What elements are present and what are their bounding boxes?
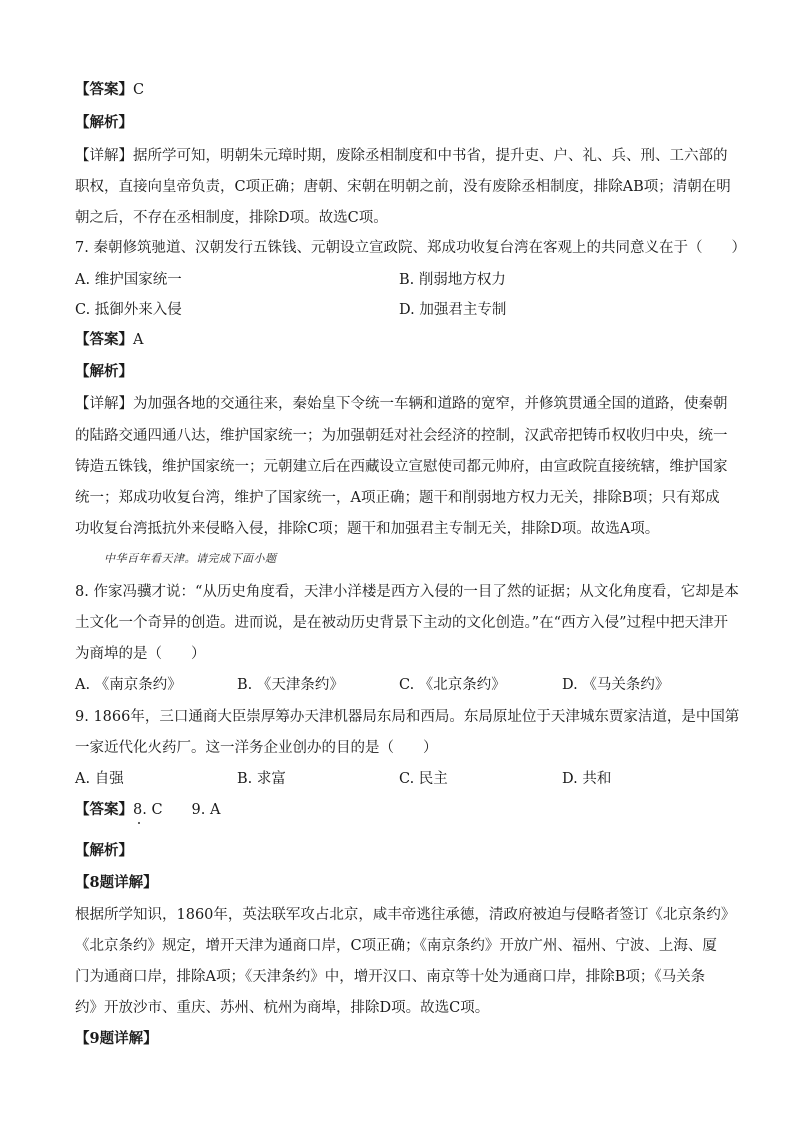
stray-dot: [138, 822, 140, 824]
q8-9-analysis-label: 【解析】: [75, 842, 133, 859]
answer-value: A: [133, 332, 144, 348]
q8-detail-line-3: 门为通商口岸，排除A项；《天津条约》中，增开汉口、南京等十处为通商口岸，排除B项；《马关条: [75, 969, 706, 985]
q8-option-a: A. 《南京条约》: [75, 677, 182, 693]
q8-detail-label: 【8题详解】: [75, 874, 158, 891]
q9-stem-line-2: 一家近代化火药厂。这一洋务企业创办的目的是（ ）: [75, 740, 438, 756]
q8-9-answer: [75, 800, 220, 820]
answer-value: C: [133, 82, 145, 98]
answer-label: 【答案】: [75, 801, 133, 818]
q7-detail-line-4: 统一；郑成功收复台湾，维护了国家统一，A项正确；题干和削弱地方权力无关，排除B项；只有郑成: [75, 490, 720, 506]
q8-option-b: B. 《天津条约》: [237, 677, 344, 693]
q8-detail-line-1: 根据所学知识，1860年，英法联军攻占北京，咸丰帝逃往承德，清政府被迫与侵略者签订《北京条约》: [75, 907, 736, 923]
q7-detail-line-2: 的陆路交通四通八达，维护国家统一；为加强朝廷对社会经济的控制，汉武帝把铸币权收归中央，统一: [75, 428, 728, 444]
q6-detail-line-3: 朝之后，不存在丞相制度，排除D项。故选C项。: [75, 210, 388, 226]
q7-option-b: B. 削弱地方权力: [399, 272, 506, 288]
q9-option-d: D. 共和: [562, 771, 612, 787]
q8-stem-line-1: 8. 作家冯骥才说：“从历史角度看，天津小洋楼是西方入侵的一目了然的证据；从文化角度看，它却是本: [75, 584, 739, 600]
answer-label: 【答案】: [75, 81, 133, 98]
q6-analysis-label: 【解析】: [75, 114, 133, 131]
q6-detail-line-1: 【详解】据所学可知，明朝朱元璋时期，废除丞相制度和中书省，提升吏、户、礼、兵、刑、工六部的: [75, 148, 728, 164]
q7-detail-line-5: 功收复台湾抵抗外来侵略入侵，排除C项；题干和加强君主专制无关，排除D项。故选A项。: [75, 521, 660, 537]
q9-option-c: C. 民主: [399, 771, 448, 787]
q7-analysis-label: 【解析】: [75, 363, 133, 380]
answer-label: 【答案】: [75, 331, 133, 348]
q8-detail-line-4: 约》开放沙市、重庆、苏州、杭州为商埠，排除D项。故选C项。: [75, 1000, 490, 1016]
q9-option-b: B. 求富: [237, 771, 286, 787]
q8-option-c: C. 《北京条约》: [399, 677, 506, 693]
q7-stem: 7. 秦朝修筑驰道、汉朝发行五铢钱、元朝设立宣政院、郑成功收复台湾在客观上的共同意义在于（ ）: [75, 240, 746, 256]
q8-stem-line-3: 为商埠的是（ ）: [75, 646, 206, 662]
q9-detail-label: 【9题详解】: [75, 1030, 158, 1047]
q9-stem-line-1: 9. 1866年，三口通商大臣崇厚筹办天津机器局东局和西局。东局原址位于天津城东贾家洁道，是中国第: [75, 709, 740, 725]
q7-option-a: A. 维护国家统一: [75, 272, 182, 288]
q8-stem-line-2: 土文化一个奇异的创造。进而说，是在被动历史背景下主动的文化创造。”在“西方入侵”过程中把天津开: [75, 615, 728, 631]
q7-option-d: D. 加强君主专制: [399, 302, 507, 318]
q6-detail-line-2: 职权，直接向皇帝负责，C项正确；唐朝、宋朝在明朝之前，没有废除丞相制度，排除AB项；清朝在明: [75, 179, 731, 195]
q9-option-a: A. 自强: [75, 771, 124, 787]
answer-value: 8. C 9. A: [133, 802, 221, 818]
q7-detail-line-3: 铸造五铢钱，维护国家统一；元朝建立后在西藏设立宣慰使司都元帅府，由宣政院直接统辖，维护国家: [75, 459, 728, 475]
q7-answer: [75, 330, 143, 350]
q8-detail-line-2: 《北京条约》规定，增开天津为通商口岸，C项正确；《南京条约》开放广州、福州、宁波、上海、厦: [75, 938, 717, 954]
q7-detail-line-1: 【详解】为加强各地的交通往来，秦始皇下令统一车辆和道路的宽窄，并修筑贯通全国的道路，使秦朝: [75, 396, 728, 412]
group-hint: 中华百年看天津。请完成下面小题: [104, 552, 277, 565]
q8-option-d: D. 《马关条约》: [562, 677, 670, 693]
q7-option-c: C. 抵御外来入侵: [75, 302, 182, 318]
q6-answer: [75, 80, 144, 100]
